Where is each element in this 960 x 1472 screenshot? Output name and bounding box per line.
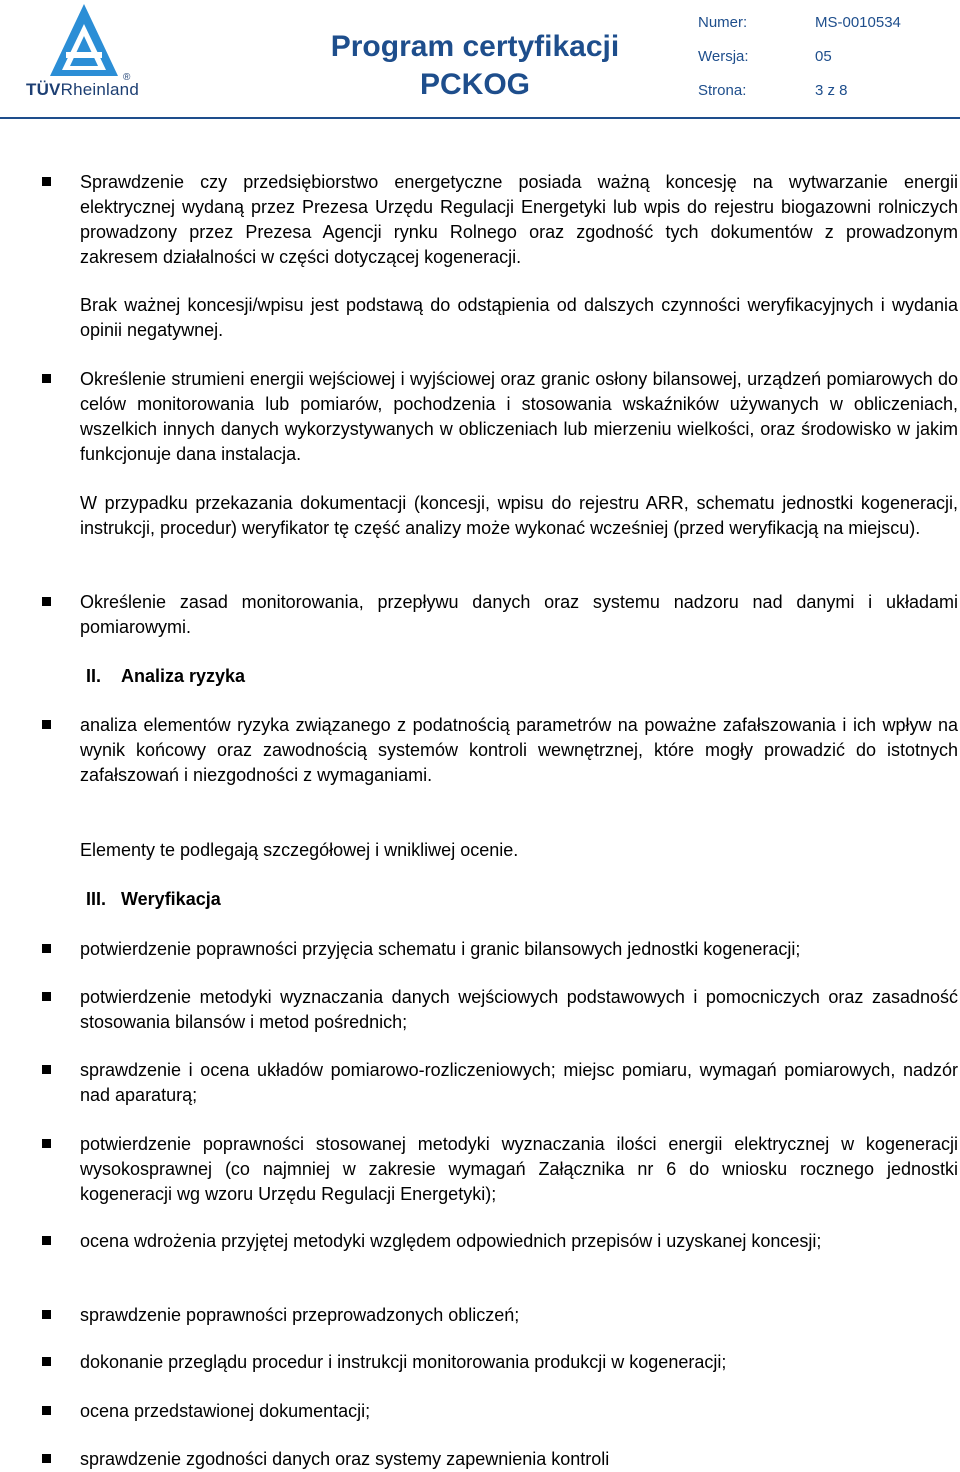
section-number: III. (86, 889, 107, 909)
bullet-icon (42, 944, 51, 953)
list-item: potwierdzenie poprawności przyjęcia schematu i granic bilansowych jednostki kogeneracji; (80, 939, 801, 959)
bullet-icon (42, 374, 51, 383)
page-header (0, 0, 960, 118)
paragraph: Określenie strumieni energii wejściowej i wyjściowej oraz granic osłony bilansowej, urządzeń pomiarowych do celów monitorowania lub pomiarów, pochodzenia i stosowania wskaźników używanych w obliczeniach, wszelkich innych danych wykorzystywanych w obliczeniach lub mierzeniu wielkości, oraz środowisko w jakim funkcjonuje dana instalacja. (80, 369, 958, 464)
paragraph: Brak ważnej koncesji/wpisu jest podstawą do odstąpienia od dalszych czynności weryfikacyjnych i wydania opinii negatywnej. (80, 295, 958, 340)
logo-word-light: Rheinland (60, 80, 139, 99)
paragraph: Określenie zasad monitorowania, przepływu danych oraz systemu nadzoru nad danymi i układami pomiarowymi. (80, 592, 958, 637)
document-title (250, 28, 700, 104)
list-item: sprawdzenie zgodności danych oraz systemy zapewnienia kontroli (80, 1449, 610, 1469)
section-number: II. (86, 666, 102, 686)
bullet-icon (42, 1406, 51, 1415)
meta-row-version (698, 44, 953, 78)
bullet-icon (42, 1236, 51, 1245)
meta-key: Wersja: (698, 48, 749, 65)
title-line-2: PCKOG (419, 68, 530, 101)
list-item: dokonanie przeglądu procedur i instrukcji monitorowania produkcji w kogeneracji; (80, 1352, 727, 1372)
bullet-icon (42, 992, 51, 1001)
bullet-icon (42, 1065, 51, 1074)
header-divider (0, 117, 960, 119)
list-item: potwierdzenie poprawności stosowanej metodyki wyznaczania ilości energii elektrycznej w kogeneracji wysokosprawnej (co najmniej w zakresie wymagań Załącznika nr 6 do wniosku rocznego jednostki kogeneracji wg wzoru Urzędu Regulacji Energetyki); (80, 1134, 958, 1204)
list-item: sprawdzenie poprawności przeprowadzonych obliczeń; (80, 1305, 520, 1325)
bullet-icon (42, 1310, 51, 1319)
meta-value: 3 z 8 (815, 82, 848, 99)
logo-wordmark (26, 80, 139, 100)
paragraph: Elementy te podlegają szczegółowej i wnikliwej ocenie. (80, 840, 519, 860)
section-heading: Analiza ryzyka (121, 666, 246, 686)
list-item: sprawdzenie i ocena układów pomiarowo-rozliczeniowych; miejsc pomiaru, wymagań pomiarowych, nadzór nad aparaturą; (80, 1060, 958, 1105)
bullet-icon (42, 1454, 51, 1463)
bullet-icon (42, 1357, 51, 1366)
bullet-icon (42, 1139, 51, 1148)
logo-word-bold: TÜV (26, 80, 61, 99)
bullet-icon (42, 597, 51, 606)
bullet-icon (42, 177, 51, 186)
logo-registered-mark: ® (123, 72, 131, 83)
paragraph: Sprawdzenie czy przedsiębiorstwo energetyczne posiada ważną koncesję na wytwarzanie energii elektrycznej wydaną przez Prezesa Urzędu Regulacji Energetyki lub wpis do rejestru biogazowni rolniczych prowadzony przez Prezesa Agencji rynku Rolnego oraz zgodność tych dokumentów z prowadzonym zakresem działalności w części dotyczącej kogeneracji. (80, 172, 958, 267)
bullet-icon (42, 720, 51, 729)
list-item: ocena wdrożenia przyjętej metodyki względem odpowiednich przepisów i uzyskanej koncesji; (80, 1231, 822, 1251)
document-meta (698, 10, 953, 112)
tuv-rheinland-logo (22, 2, 146, 110)
paragraph: analiza elementów ryzyka związanego z podatnością parametrów na poważne zafałszowania i ich wpływ na wynik końcowy oraz zawodnością systemów kontroli wewnętrznej, które mogły prowadzić do istotnych zafałszowań i niezgodności z wymaganiami. (80, 715, 958, 785)
meta-value: 05 (815, 48, 832, 65)
list-item: potwierdzenie metodyki wyznaczania danych wejściowych podstawowych i pomocniczych oraz zasadność stosowania bilansów i metod pośrednich; (80, 987, 958, 1032)
triangle-logo-icon (22, 2, 146, 82)
meta-value: MS-0010534 (815, 14, 901, 31)
meta-key: Strona: (698, 82, 747, 99)
meta-key: Numer: (698, 14, 748, 31)
paragraph: W przypadku przekazania dokumentacji (koncesji, wpisu do rejestru ARR, schematu jednostki kogeneracji, instrukcji, procedur) weryfikator tę część analizy może wykonać wcześniej (przed weryfikacją na miejscu). (80, 493, 958, 538)
meta-row-number (698, 10, 953, 44)
section-heading: Weryfikacja (121, 889, 221, 909)
title-line-1: Program certyfikacji (330, 30, 620, 63)
meta-row-page (698, 78, 953, 112)
list-item: ocena przedstawionej dokumentacji; (80, 1401, 371, 1421)
